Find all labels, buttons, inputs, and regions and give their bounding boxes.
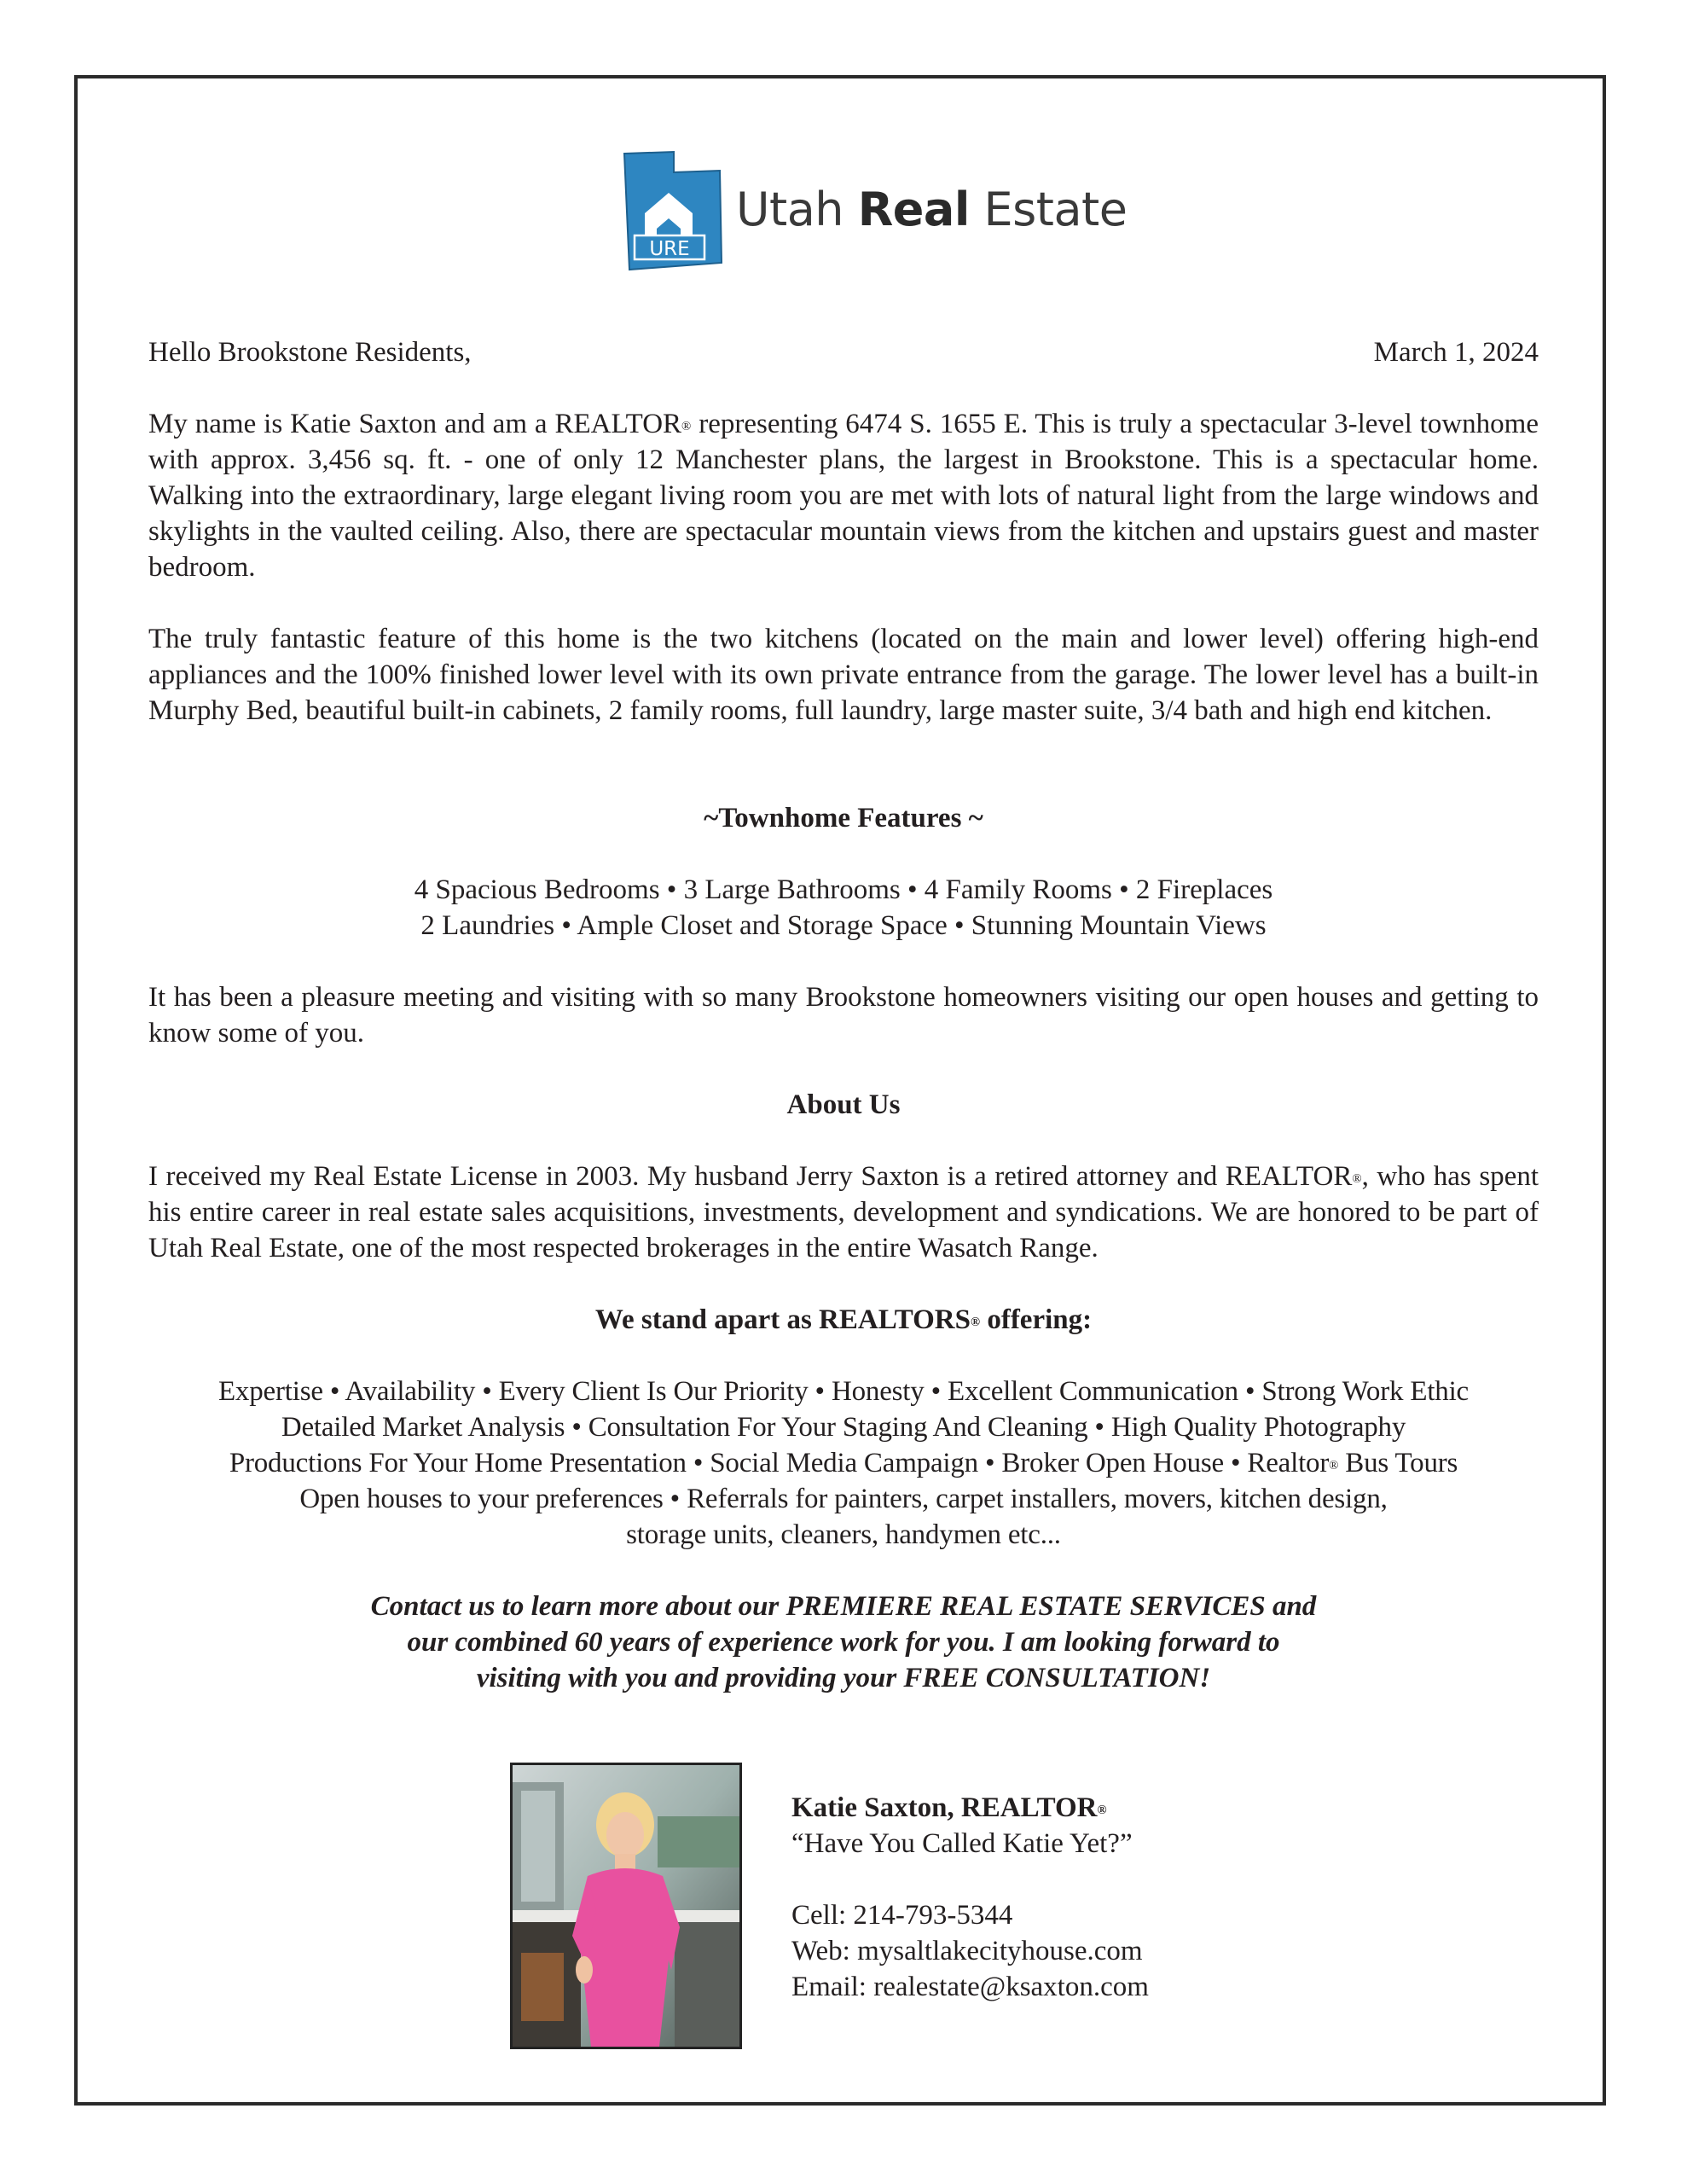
agent-email: Email: realestate@ksaxton.com [791,1972,1149,2002]
agent-tagline: “Have You Called Katie Yet?” [791,1828,1133,1859]
open-house-text: It has been a pleasure meeting and visiting with so many Brookstone homeowners visiting our open houses and getting to know some of you. [148,982,1539,1048]
offering-line-2: Detailed Market Analysis • Consultation For Your Staging And Cleaning • High Quality Photography [281,1412,1406,1443]
agent-portrait-image [513,1765,739,2047]
offering-line-1: Expertise • Availability • Every Client Is Our Priority • Honesty • Excellent Communication • Strong Work Ethic [217,1376,1470,1407]
features-heading: ~Townhome Features ~ [704,803,983,834]
registered-mark: ® [1329,1458,1339,1472]
features-line-2: 2 Laundries • Ample Closet and Storage Space • Stunning Mountain Views [420,910,1267,941]
offering-heading-b: offering: [980,1304,1093,1335]
offering-heading [148,1302,1539,1338]
offering-line-5: storage units, cleaners, handymen etc... [626,1519,1061,1550]
registered-mark: ® [1352,1171,1362,1186]
kitchens-text: The truly fantastic feature of this home is the two kitchens (located on the main and lower level) offering high-end appliances and the 100% finished lower level with its own private entrance from the garage. The lower level has a built-in Murphy Bed, beautiful built-in cabinets, 2 family rooms, full laundry, large master suite, 3/4 bath and high end kitchen. [148,624,1539,726]
agent-photo [510,1763,742,2049]
about-heading: About Us [786,1089,901,1120]
agent-signature [791,1790,1149,2005]
about-text-a: I received my Real Estate License in 2003. My husband Jerry Saxton is a retired attorney and REALTOR [148,1161,1353,1192]
agent-website: Web: mysaltlakecityhouse.com [791,1936,1143,1966]
offering-line-3b: Bus Tours [1338,1448,1458,1478]
logo-word-1: Utah [736,183,844,236]
offering-list [148,1374,1539,1553]
registered-mark: ® [681,419,692,433]
letter-date: March 1, 2024 [1373,337,1539,368]
contact-cta [148,1589,1539,1696]
intro-paragraph [148,406,1539,585]
cta-line-3: visiting with you and providing your FREE CONSULTATION! [476,1663,1211,1693]
logo-word-2: Real [857,183,970,236]
agent-name-text: Katie Saxton, REALTOR [791,1792,1098,1823]
ure-logo-icon [612,147,727,273]
about-text-b: , who has spent his entire career in real estate sales acquisitions, investments, development and syndications. We are honored to be part of Utah Real Estate, one of the most respected brokerages in the entire Wasatch Range. [148,1161,1539,1263]
open-house-paragraph [148,979,1539,1051]
offering-line-3a: Productions For Your Home Presentation • Social Media Campaign • Broker Open House • Realtor [229,1448,1330,1478]
offering-line-3 [148,1445,1539,1481]
logo-monogram: URE [649,238,690,260]
features-line-1: 4 Spacious Bedrooms • 3 Large Bathrooms • 4 Family Rooms • 2 Fireplaces [414,874,1273,905]
company-logo [612,147,1128,275]
company-name [736,183,1127,236]
intro-text-b: representing 6474 S. 1655 E. This is truly a spectacular 3-level townhome with approx. 3,456 sq. ft. - one of only 12 Manchester plans, the largest in Brookstone. This is a spectacular home. Walking into the extraordinary, large elegant living room you are met with lots of natural light from the large windows and skylights in the vaulted ceiling. Also, there are spectacular mountain views from the kitchen and upstairs guest and master bedroom. [148,409,1539,583]
kitchens-paragraph [148,621,1539,729]
registered-mark: ® [970,1315,981,1329]
offering-heading-a: We stand apart as REALTORS [594,1304,971,1335]
agent-cell: Cell: 214-793-5344 [791,1900,1013,1931]
greeting: Hello Brookstone Residents, [148,337,472,368]
letter-header [148,334,1539,370]
intro-text-a: My name is Katie Saxton and am a REALTOR [148,409,682,439]
about-paragraph [148,1159,1539,1266]
offering-line-4: Open houses to your preferences • Referrals for painters, carpet installers, movers, kitchen design, [299,1484,1388,1514]
logo-word-3: Estate [983,183,1128,236]
agent-name [791,1790,1149,1826]
cta-line-1: Contact us to learn more about our PREMIERE REAL ESTATE SERVICES and [370,1591,1317,1622]
cta-line-2: our combined 60 years of experience work for you. I am looking forward to [407,1627,1280,1658]
registered-mark: ® [1097,1803,1107,1817]
